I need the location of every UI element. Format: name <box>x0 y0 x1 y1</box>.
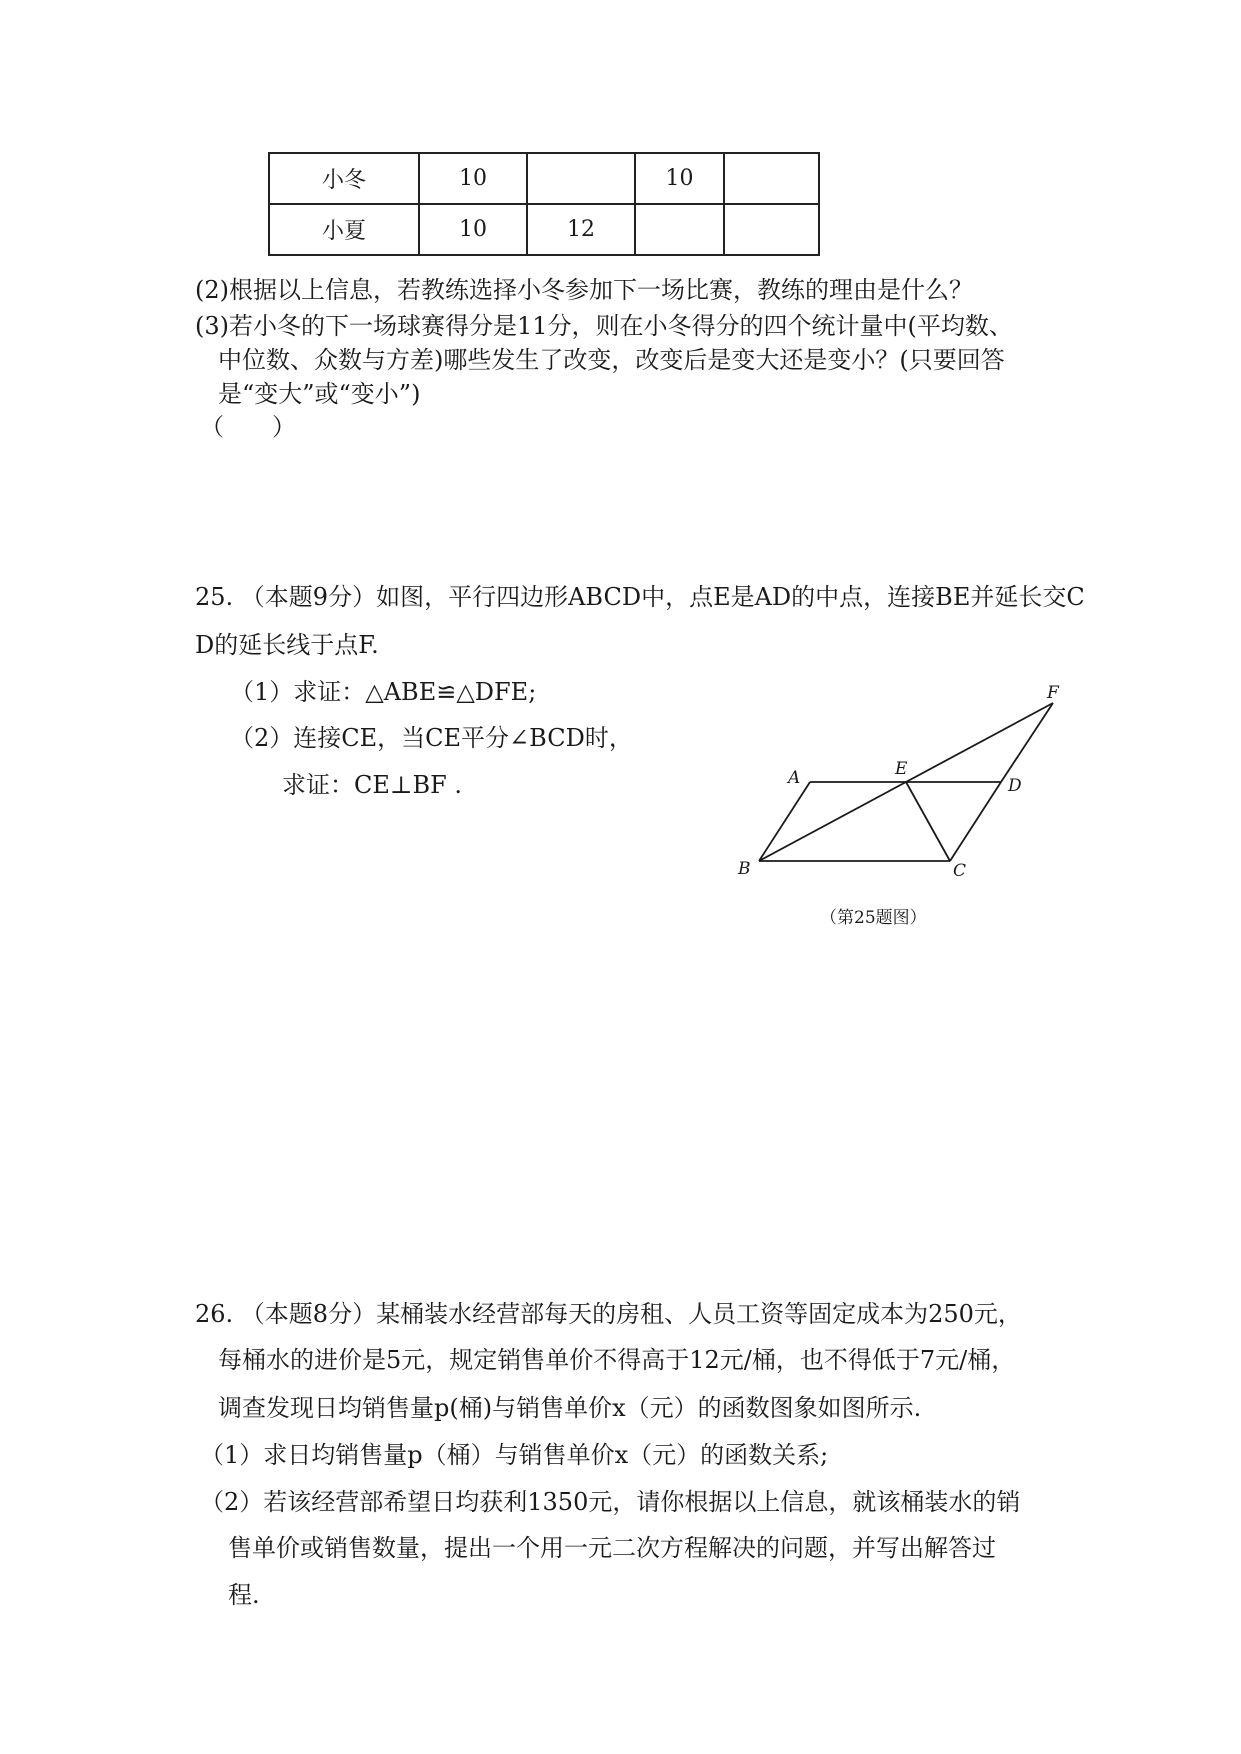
label-b: B <box>738 859 751 879</box>
label-d: D <box>1008 776 1022 796</box>
table-cell: 10 <box>419 153 527 204</box>
table-row <box>269 153 819 204</box>
q26-part2-line2: 售单价或销售数量，提出一个用一元二次方程解决的问题，并写出解答过 <box>228 1534 996 1562</box>
parallelogram-figure <box>700 665 1120 935</box>
q25-stem-line1: 25. （本题9分）如图，平行四边形ABCD中，点E是AD的中点，连接BE并延长交C <box>195 583 1085 611</box>
segment-cd <box>950 782 1001 861</box>
q25-part2b: 求证：CE⊥BF . <box>282 771 462 799</box>
label-c: C <box>953 861 967 881</box>
table-row <box>269 204 819 255</box>
label-f: F <box>1047 683 1059 703</box>
q26-stem-line1: 26. （本题8分）某桶装水经营部每天的房租、人员工资等固定成本为250元， <box>195 1300 1022 1328</box>
table-cell: 10 <box>419 204 527 255</box>
q25-part2: （2）连接CE，当CE平分∠BCD时， <box>230 724 633 752</box>
q24-part3-line1: (3)若小冬的下一场球赛得分是11分，则在小冬得分的四个统计量中(平均数、 <box>195 312 1013 340</box>
q25-part1: （1）求证：△ABE≌△DFE; <box>230 678 537 706</box>
q24-part2: (2)根据以上信息，若教练选择小冬参加下一场比赛，教练的理由是什么？ <box>195 276 973 304</box>
table-cell: 小夏 <box>269 204 419 255</box>
q26-stem-line2: 每桶水的进价是5元，规定销售单价不得高于12元/桶，也不得低于7元/桶， <box>218 1346 1016 1374</box>
table-cell: 12 <box>527 204 635 255</box>
q24-part3-line3: 是“变大”或“变小”) <box>218 380 421 408</box>
table-cell <box>527 153 635 204</box>
segment-ce <box>906 782 950 861</box>
q26-part2-line1: （2）若该经营部希望日均获利1350元，请你根据以上信息，就该桶装水的销 <box>200 1488 1021 1516</box>
q25-stem-line2: D的延长线于点F. <box>195 631 379 659</box>
label-e: E <box>895 759 908 779</box>
q24-answer-paren: （ ） <box>200 413 296 441</box>
table-cell <box>635 204 724 255</box>
table-cell: 小冬 <box>269 153 419 204</box>
table-cell <box>724 204 819 255</box>
segment-ab <box>759 782 810 861</box>
label-a: A <box>788 768 801 788</box>
segment-df <box>1001 703 1053 782</box>
q26-part2-line3: 程. <box>228 1581 260 1609</box>
q26-stem-line3: 调查发现日均销售量p(桶)与销售单价x（元）的函数图象如图所示. <box>218 1394 922 1422</box>
q24-part3-line2: 中位数、众数与方差)哪些发生了改变，改变后是变大还是变小？(只要回答 <box>218 346 1005 374</box>
score-table <box>268 152 820 256</box>
table-cell: 10 <box>635 153 724 204</box>
q26-part1: （1）求日均销售量p（桶）与销售单价x（元）的函数关系; <box>200 1441 829 1469</box>
table-cell <box>724 153 819 204</box>
figure-caption: （第25题图） <box>820 908 927 928</box>
